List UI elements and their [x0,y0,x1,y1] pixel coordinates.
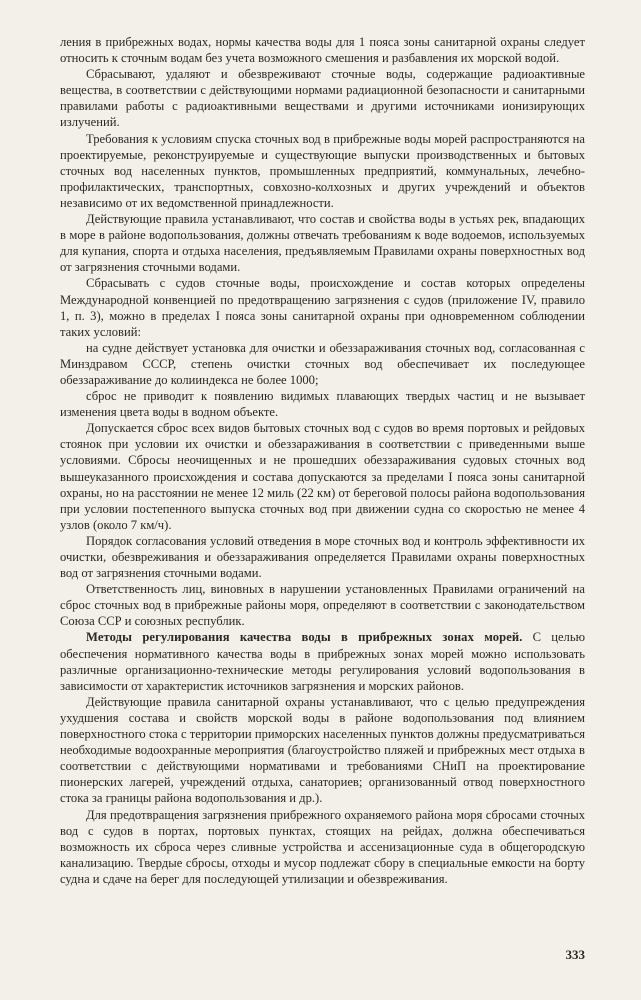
section-heading: Методы регулирования качества воды в прибрежных зонах морей. [86,630,523,645]
paragraph-7: сброс не приводит к появлению видимых плавающих твердых частиц и не вызывает изменения цвета воды в водном объекте. [60,389,585,420]
paragraph-4: Действующие правила устанавливают, что состав и свойства воды в устьях рек, впадающих в море в районе водопользования, должны отвечать требованиям к воде водоемов, используемых для купания, спорта и отдыха населения, предъявляемым Правилами охраны поверхностных вод от загрязнения сточными водами. [60,212,585,275]
methods-paragraph [60,629,585,693]
paragraph-13: Для предотвращения загрязнения прибрежного охраняемого района моря сбросами сточных вод с судов в портах, портовых пунктах, стоящих на рейдах, должна обеспечиваться возможность их сброса через сливные устройства и ассенизационные суда в общегородскую канализацию. Твердые сбросы, отходы и мусор подлежат сбору в специальные емкости на борту судна и сдаче на берег для последующей утилизации и обезвреживания. [60,807,585,886]
methods-text: С целью обеспечения нормативного качества воды в прибрежных зонах морей можно использовать различные организационно-технические методы регулирования условий водопользования в зависимости от характеристик источников загрязнения и морских районов. [60,630,585,693]
paragraph-12: Действующие правила санитарной охраны устанавливают, что с целью предупреждения ухудшения состава и свойств морской воды в районе водопользования под влиянием поверхностного стока с территории приморских населенных пунктов должны предусматриваться необходимые водоохранные мероприятия (благоустройство пляжей и прибрежных мест отдыха в соответствии с действующими нормативами и требованиями СНиП на проектирование пионерских лагерей, учреждений отдыха, санаториев; организованный отвод поверхностного стока за границы района водопользования и др.). [60,694,585,806]
paragraph-1: ления в прибрежных водах, нормы качества воды для 1 пояса зоны санитарной охраны следует относить к сточным водам без учета возможного смешения и разбавления их морской водой. [60,35,585,66]
paragraph-8: Допускается сброс всех видов бытовых сточных вод с судов во время портовых и рейдовых стоянок при условии их очистки и обеззараживания в соответствии с приведенными выше условиями. Сбросы неочищенных и не прошедших обеззараживания судовых сточных вод вышеуказанного происхождения и состава допускаются за пределами I пояса зоны санитарной охраны, но на расстоянии не менее 12 миль (22 км) от береговой полосы района водопользования при условии постепенного выпуска сточных вод при движении судна со скоростью не менее 4 узлов (около 7 км/ч). [60,421,585,532]
page-number: 333 [565,947,585,962]
paragraph-5: Сбрасывать с судов сточные воды, происхождение и состав которых определены Международной конвенцией по предотвращению загрязнения с судов (приложение IV, правило 1, п. 3), можно в пределах I пояса зоны санитарной охраны при одновременном соблюдении таких условий: [60,276,585,339]
paragraph-2: Сбрасывают, удаляют и обезвреживают сточные воды, содержащие радиоактивные вещества, в соответствии с действующими нормами радиационной безопасности и санитарными правилами работы с радиоактивными веществами и другими источниками ионизирующих излучений. [60,67,585,130]
paragraph-3: Требования к условиям спуска сточных вод в прибрежные воды морей распространяются на проектируемые, реконструируемые и существующие выпуски производственных и бытовых сточных вод населенных пунктов, промышленных предприятий, коммунальных, лечебно-профилактических, транспортных, совхозно-колхозных и других учреждений и объектов независимо от их ведомственной принадлежности. [60,131,585,210]
paragraph-6: на судне действует установка для очистки и обеззараживания сточных вод, согласованная с Минздравом СССР, степень очистки сточных вод обеспечивает их последующее обеззараживание до колииндекса не более 1000; [60,340,585,387]
paragraph-9: Порядок согласования условий отведения в море сточных вод и контроль эффективности их очистки, обезвреживания и обеззараживания определяется Правилами охраны поверхностных вод от загрязнения сточными водами. [60,533,585,581]
paragraph-10: Ответственность лиц, виновных в нарушении установленных Правилами ограничений на сброс сточных вод в прибрежные районы моря, определяют в соответствии с законодательством Союза ССР и союзных республик. [60,582,585,629]
